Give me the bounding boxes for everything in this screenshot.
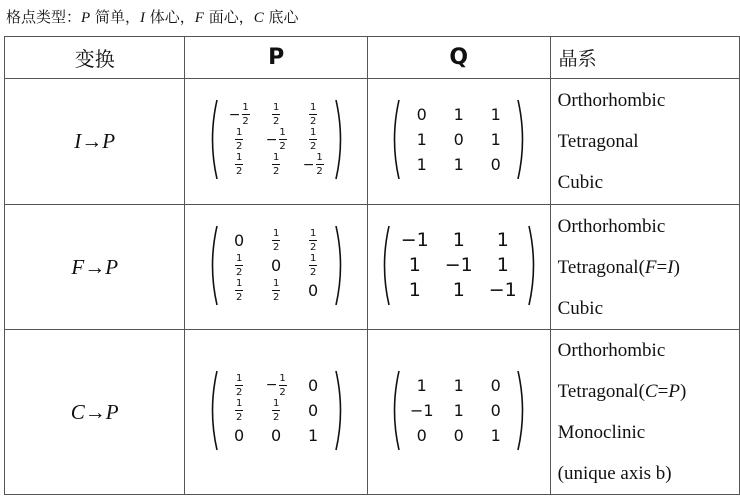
lattice-transform-table xyxy=(4,36,740,495)
fraction-denominator: 2 xyxy=(309,141,317,152)
matrix-entry: 1 xyxy=(496,229,509,251)
fraction-denominator: 2 xyxy=(242,116,249,127)
p-matrix-cell xyxy=(185,330,367,495)
fraction-bar xyxy=(235,290,243,291)
p-matrix-cell xyxy=(185,205,367,330)
fraction-bar xyxy=(309,114,317,115)
system-eq: = xyxy=(657,381,669,402)
matrix-entry xyxy=(258,228,295,253)
fraction-bar xyxy=(235,265,243,266)
matrix-entry: 0 xyxy=(271,425,282,445)
matrix-entry: 0 xyxy=(490,375,501,395)
transform-cell xyxy=(5,79,185,205)
q-matrix xyxy=(389,370,528,451)
system-text: Orthorhombic xyxy=(557,215,666,237)
matrix-entry xyxy=(295,228,332,253)
matrix-entry: 0 xyxy=(271,255,282,275)
matrix-entry: 1 xyxy=(452,229,465,251)
system-letter2: I xyxy=(667,256,674,278)
matrix-entry xyxy=(258,373,295,398)
system-text: Monoclinic xyxy=(557,422,646,443)
fraction xyxy=(235,152,243,177)
system-text: Orthorhombic xyxy=(557,340,666,361)
caption-letter-p: P xyxy=(81,10,91,26)
fraction-denominator: 2 xyxy=(309,266,317,278)
transform-from: F xyxy=(71,254,85,279)
fraction-bar xyxy=(309,139,317,140)
matrix-entry xyxy=(258,278,295,303)
matrix-entry: 1 xyxy=(416,130,427,149)
left-paren xyxy=(395,371,400,450)
right-paren xyxy=(336,100,341,179)
matrix-entry: 1 xyxy=(490,425,501,445)
caption-prefix: 格点类型： xyxy=(6,8,82,26)
caption-text-i: 体心， xyxy=(144,8,195,26)
matrix-entry: −1 xyxy=(400,229,429,251)
fraction-numerator: 1 xyxy=(272,102,280,113)
fraction xyxy=(235,253,243,278)
crystal-system-item xyxy=(558,330,739,371)
fraction-denominator: 2 xyxy=(235,291,243,303)
fraction xyxy=(272,102,280,127)
crystal-system-item xyxy=(558,288,739,329)
system-text: Tetragonal xyxy=(557,131,639,152)
fraction-numerator: 1 xyxy=(316,152,323,163)
table-row xyxy=(5,330,740,495)
matrix-entry: 0 xyxy=(453,425,464,445)
minus-sign: − xyxy=(302,156,315,173)
matrix-entry: 1 xyxy=(416,155,427,174)
matrix-entry: 0 xyxy=(234,230,245,250)
fraction-denominator: 2 xyxy=(235,141,243,152)
left-paren xyxy=(212,371,217,450)
system-letter: C xyxy=(644,381,658,402)
fraction xyxy=(235,278,243,303)
fraction-bar xyxy=(279,139,287,140)
fraction-numerator: 1 xyxy=(235,372,243,384)
q-matrix xyxy=(389,99,528,180)
fraction-bar xyxy=(272,290,280,291)
fraction-denominator: 2 xyxy=(235,386,243,398)
fraction xyxy=(309,127,317,152)
matrix-entry xyxy=(258,102,295,127)
matrix-entry: −1 xyxy=(409,400,434,420)
fraction xyxy=(309,102,317,127)
left-paren xyxy=(395,100,400,179)
fraction-denominator: 2 xyxy=(235,266,243,278)
header-p: P xyxy=(185,37,367,79)
fraction xyxy=(242,102,250,127)
header-transform: 变换 xyxy=(5,37,185,79)
caption-letter-f: F xyxy=(194,10,204,26)
matrix-entry xyxy=(221,373,258,398)
matrix-grid xyxy=(403,102,514,177)
system-cell xyxy=(550,79,739,205)
system-letter2: P xyxy=(668,381,680,402)
matrix-grid xyxy=(221,228,332,303)
crystal-system-item xyxy=(558,412,739,453)
transform-arrow: → xyxy=(84,399,106,424)
system-text: (unique axis b) xyxy=(557,463,672,484)
matrix-grid xyxy=(221,373,332,448)
table-header-row xyxy=(5,37,740,79)
minus-sign: − xyxy=(265,377,278,393)
fraction-numerator: 1 xyxy=(279,127,286,138)
matrix-entry: 0 xyxy=(416,425,427,445)
crystal-system-item xyxy=(558,453,739,494)
transform-to: P xyxy=(105,254,119,279)
left-paren xyxy=(384,226,389,305)
system-eq: = xyxy=(656,256,668,278)
transform-to: P xyxy=(105,399,119,424)
transform-cell xyxy=(5,205,185,330)
fraction-numerator: 1 xyxy=(309,127,317,138)
right-paren xyxy=(529,226,534,305)
caption-letter-i: I xyxy=(139,10,145,26)
p-matrix xyxy=(207,225,346,306)
system-text: Tetragonal( xyxy=(557,256,645,278)
matrix-entry: 0 xyxy=(490,155,501,174)
fraction xyxy=(272,278,280,303)
minus-sign: − xyxy=(265,131,278,148)
matrix-entry: 1 xyxy=(453,155,464,174)
matrix-entry: 0 xyxy=(490,400,501,420)
matrix-entry: 1 xyxy=(453,400,464,420)
q-matrix-cell xyxy=(367,205,550,330)
fraction-bar xyxy=(235,164,243,165)
header-system: 晶系 xyxy=(550,37,739,79)
system-close: ) xyxy=(679,381,687,402)
system-cell xyxy=(550,205,739,330)
fraction-numerator: 1 xyxy=(235,277,243,289)
caption-text-c: 底心 xyxy=(263,8,299,26)
fraction-denominator: 2 xyxy=(272,291,280,303)
fraction-denominator: 2 xyxy=(272,116,280,127)
matrix-entry: 1 xyxy=(308,425,319,445)
p-matrix xyxy=(207,99,346,180)
transform-from: C xyxy=(70,399,85,424)
minus-sign: − xyxy=(228,106,241,123)
matrix-entry xyxy=(221,127,258,152)
fraction-bar xyxy=(309,240,317,241)
matrix-entry: 0 xyxy=(308,400,319,420)
crystal-system-item xyxy=(558,206,739,247)
lattice-types-caption xyxy=(6,6,299,27)
fraction-numerator: 1 xyxy=(309,102,317,113)
matrix-grid xyxy=(393,228,525,303)
fraction-bar xyxy=(235,410,243,411)
matrix-entry: −1 xyxy=(488,279,517,301)
crystal-system-item xyxy=(558,80,739,121)
matrix-entry xyxy=(221,398,258,423)
system-letter: F xyxy=(644,256,657,278)
transform-to: P xyxy=(102,129,116,153)
matrix-entry: 1 xyxy=(416,375,427,395)
right-paren xyxy=(518,100,523,179)
matrix-entry xyxy=(258,152,295,177)
matrix-entry: 1 xyxy=(490,130,501,149)
fraction-numerator: 1 xyxy=(235,127,243,138)
fraction-bar xyxy=(316,164,324,165)
matrix-entry: 1 xyxy=(453,105,464,124)
fraction-denominator: 2 xyxy=(235,166,243,177)
fraction xyxy=(235,373,243,398)
matrix-entry xyxy=(221,253,258,278)
fraction-numerator: 1 xyxy=(235,252,243,264)
fraction-denominator: 2 xyxy=(279,141,286,152)
fraction xyxy=(316,152,324,177)
fraction-numerator: 1 xyxy=(235,152,243,163)
fraction xyxy=(279,127,287,152)
fraction-denominator: 2 xyxy=(235,411,243,423)
matrix-entry xyxy=(295,102,332,127)
table-row xyxy=(5,79,740,205)
q-matrix xyxy=(379,225,539,306)
fraction-numerator: 1 xyxy=(272,152,280,163)
matrix-entry: 1 xyxy=(408,279,421,301)
matrix-entry: 1 xyxy=(453,375,464,395)
matrix-grid xyxy=(403,373,514,448)
fraction-bar xyxy=(309,265,317,266)
left-paren xyxy=(212,100,217,179)
transform-cell xyxy=(5,330,185,495)
matrix-entry: 0 xyxy=(234,425,245,445)
fraction-denominator: 2 xyxy=(309,116,317,127)
fraction-denominator: 2 xyxy=(309,241,317,253)
fraction-denominator: 2 xyxy=(316,166,323,177)
fraction-numerator: 1 xyxy=(309,227,317,239)
fraction xyxy=(272,228,280,253)
matrix-grid xyxy=(221,102,332,177)
matrix-entry: 1 xyxy=(452,279,465,301)
matrix-entry xyxy=(295,152,332,177)
matrix-entry: 0 xyxy=(453,130,464,149)
fraction-bar xyxy=(272,164,280,165)
matrix-entry xyxy=(221,278,258,303)
caption-text-f: 面心， xyxy=(203,8,254,26)
fraction xyxy=(272,152,280,177)
system-text: Cubic xyxy=(557,172,604,193)
fraction-bar xyxy=(242,114,250,115)
system-close: ) xyxy=(673,256,680,278)
matrix-entry xyxy=(258,398,295,423)
fraction-bar xyxy=(272,114,280,115)
matrix-entry: 0 xyxy=(416,105,427,124)
matrix-entry: 0 xyxy=(308,375,319,395)
right-paren xyxy=(336,226,341,305)
fraction-numerator: 1 xyxy=(235,397,243,409)
fraction-numerator: 1 xyxy=(309,252,317,264)
transform-from: I xyxy=(74,129,82,153)
fraction-denominator: 2 xyxy=(272,241,280,253)
fraction-denominator: 2 xyxy=(279,386,286,398)
fraction xyxy=(272,398,280,423)
matrix-entry: 1 xyxy=(490,105,501,124)
fraction-numerator: 1 xyxy=(272,397,280,409)
header-q: Q xyxy=(367,37,550,79)
system-cell xyxy=(550,330,739,495)
fraction-numerator: 1 xyxy=(242,102,249,113)
matrix-entry xyxy=(221,152,258,177)
fraction-denominator: 2 xyxy=(272,411,280,423)
fraction-bar xyxy=(272,410,280,411)
fraction-bar xyxy=(235,385,243,386)
right-paren xyxy=(518,371,523,450)
crystal-system-item xyxy=(558,371,739,412)
caption-letter-c: C xyxy=(253,10,264,26)
matrix-entry: −1 xyxy=(444,254,473,276)
crystal-system-item xyxy=(558,247,739,288)
fraction-numerator: 1 xyxy=(272,277,280,289)
system-text: Orthorhombic xyxy=(557,90,666,111)
crystal-system-item xyxy=(558,162,739,203)
matrix-entry xyxy=(295,127,332,152)
fraction-numerator: 1 xyxy=(279,372,286,384)
right-paren xyxy=(336,371,341,450)
fraction-bar xyxy=(279,385,287,386)
matrix-entry: 0 xyxy=(308,280,319,300)
fraction-denominator: 2 xyxy=(272,166,280,177)
crystal-system-item xyxy=(558,121,739,162)
fraction-numerator: 1 xyxy=(272,227,280,239)
q-matrix-cell xyxy=(367,79,550,205)
system-text: Cubic xyxy=(557,297,604,319)
fraction xyxy=(309,253,317,278)
transform-arrow: → xyxy=(84,254,106,279)
p-matrix-cell xyxy=(185,79,367,205)
matrix-entry: 1 xyxy=(408,254,421,276)
p-matrix xyxy=(207,370,346,451)
fraction xyxy=(279,373,287,398)
left-paren xyxy=(212,226,217,305)
fraction-bar xyxy=(272,240,280,241)
fraction xyxy=(235,398,243,423)
matrix-entry xyxy=(258,127,295,152)
matrix-entry: 1 xyxy=(496,254,509,276)
matrix-entry xyxy=(221,102,258,127)
system-text: Tetragonal( xyxy=(557,381,645,402)
transform-arrow: → xyxy=(81,129,103,153)
matrix-entry xyxy=(295,253,332,278)
caption-text-p: 简单， xyxy=(90,8,140,26)
q-matrix-cell xyxy=(367,330,550,495)
fraction-bar xyxy=(235,139,243,140)
fraction xyxy=(235,127,243,152)
fraction xyxy=(309,228,317,253)
table-row xyxy=(5,205,740,330)
